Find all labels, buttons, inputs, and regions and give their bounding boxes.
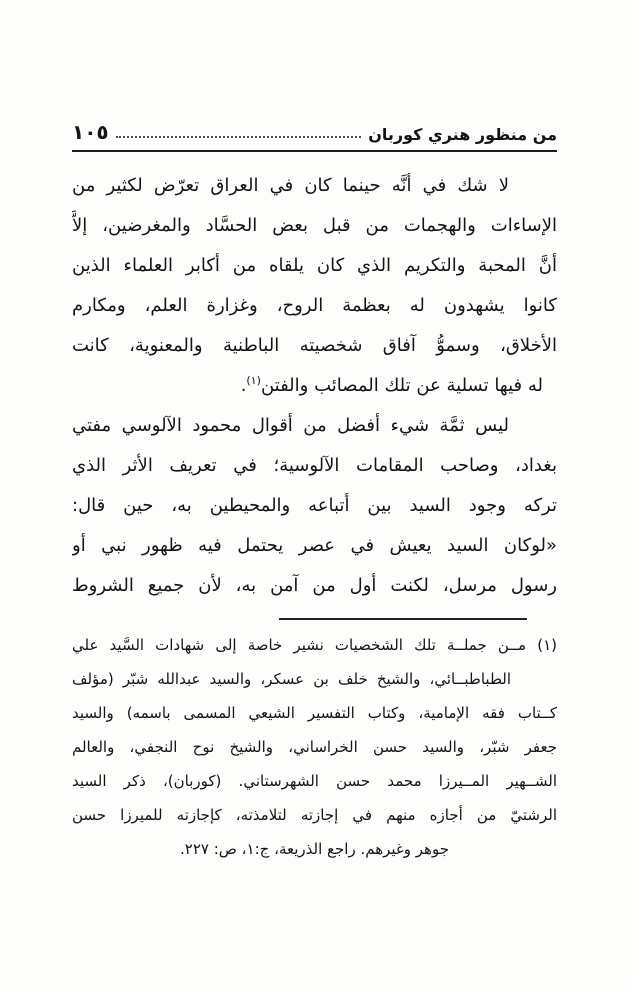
body-text: [72, 166, 557, 606]
dotted-leader: [116, 135, 362, 138]
body-line: الإساءات والهجمات من قبل بعض الحسَّاد والمغرضين، إلاَّ: [72, 215, 557, 236]
body-line-paragraph-end: [72, 366, 557, 406]
body-line: كانوا يشهدون له بعظمة الروح، وغزارة العلم، ومكارم: [72, 295, 557, 316]
footnote-line: (١) مــن جملــة تلك الشخصيات نشير خاصة إلى شهادات السَّيد علي: [72, 636, 557, 654]
footnote-line-last: جوهر وغيرهم. راجع الذريعة، ج:١، ص: ٢٢٧.: [180, 840, 449, 858]
body-line: بغداد، وصاحب المقامات الآلوسية؛ في تعريف الأثر الذي: [72, 455, 557, 476]
body-line: أنَّ المحبة والتكريم الذي كان يلقاه من أكابر العلماء الذين: [72, 255, 557, 276]
footnote-line: الطباطبــائي، والشيخ خلف بن عسكر، والسيد عبدالله شبّر (مؤلف: [72, 670, 511, 688]
footnote-line: الشــهير المــيرزا محمد حسن الشهرستاني. (كوربان)، ذكر السيد: [72, 772, 557, 790]
body-line: ليس ثمَّة شيء أفضل من أقوال محمود الآلوسي مفتي: [72, 415, 509, 436]
footnote-line: كــتاب فقه الإمامية، وكتاب التفسير الشيعي المسمى باسمه) والسيد: [72, 704, 557, 722]
body-line-text: له فيها تسلية عن تلك المصائب والفتن: [260, 375, 543, 396]
header-rule: [72, 150, 557, 152]
body-line: تركه وجود السيد بين أتباعه والمحيطين به، حين قال:: [72, 495, 557, 516]
footnote-reference-marker: (١): [246, 374, 261, 387]
running-head-title: من منظور هنري كوربان: [368, 125, 557, 144]
body-line-period: .: [240, 375, 247, 396]
footnote-separator: [279, 618, 527, 620]
body-line: لا شك في أنَّه حينما كان في العراق تعرّض لكثير من: [72, 175, 509, 196]
running-header: [72, 112, 557, 144]
footnote-line: جعفر شبّر، والسيد حسن الخراساني، والشيخ نوح النجفي، والعالم: [72, 738, 557, 756]
body-line: رسول مرسل، لكنت أول من آمن به، لأن جميع الشروط: [72, 575, 557, 596]
body-line: «لوكان السيد يعيش في عصر يحتمل فيه ظهور نبي أو: [72, 535, 557, 556]
body-line: الأخلاق، وسموُّ آفاق شخصيته الباطنية والمعنوية، كانت: [72, 335, 557, 356]
page-number: ١٠٥: [72, 120, 109, 144]
footnote-line: الرشتيّ من أجازه منهم في إجازته لتلامذته، كإجازته للميرزا حسن: [72, 806, 557, 824]
footnote-block: [72, 628, 557, 866]
